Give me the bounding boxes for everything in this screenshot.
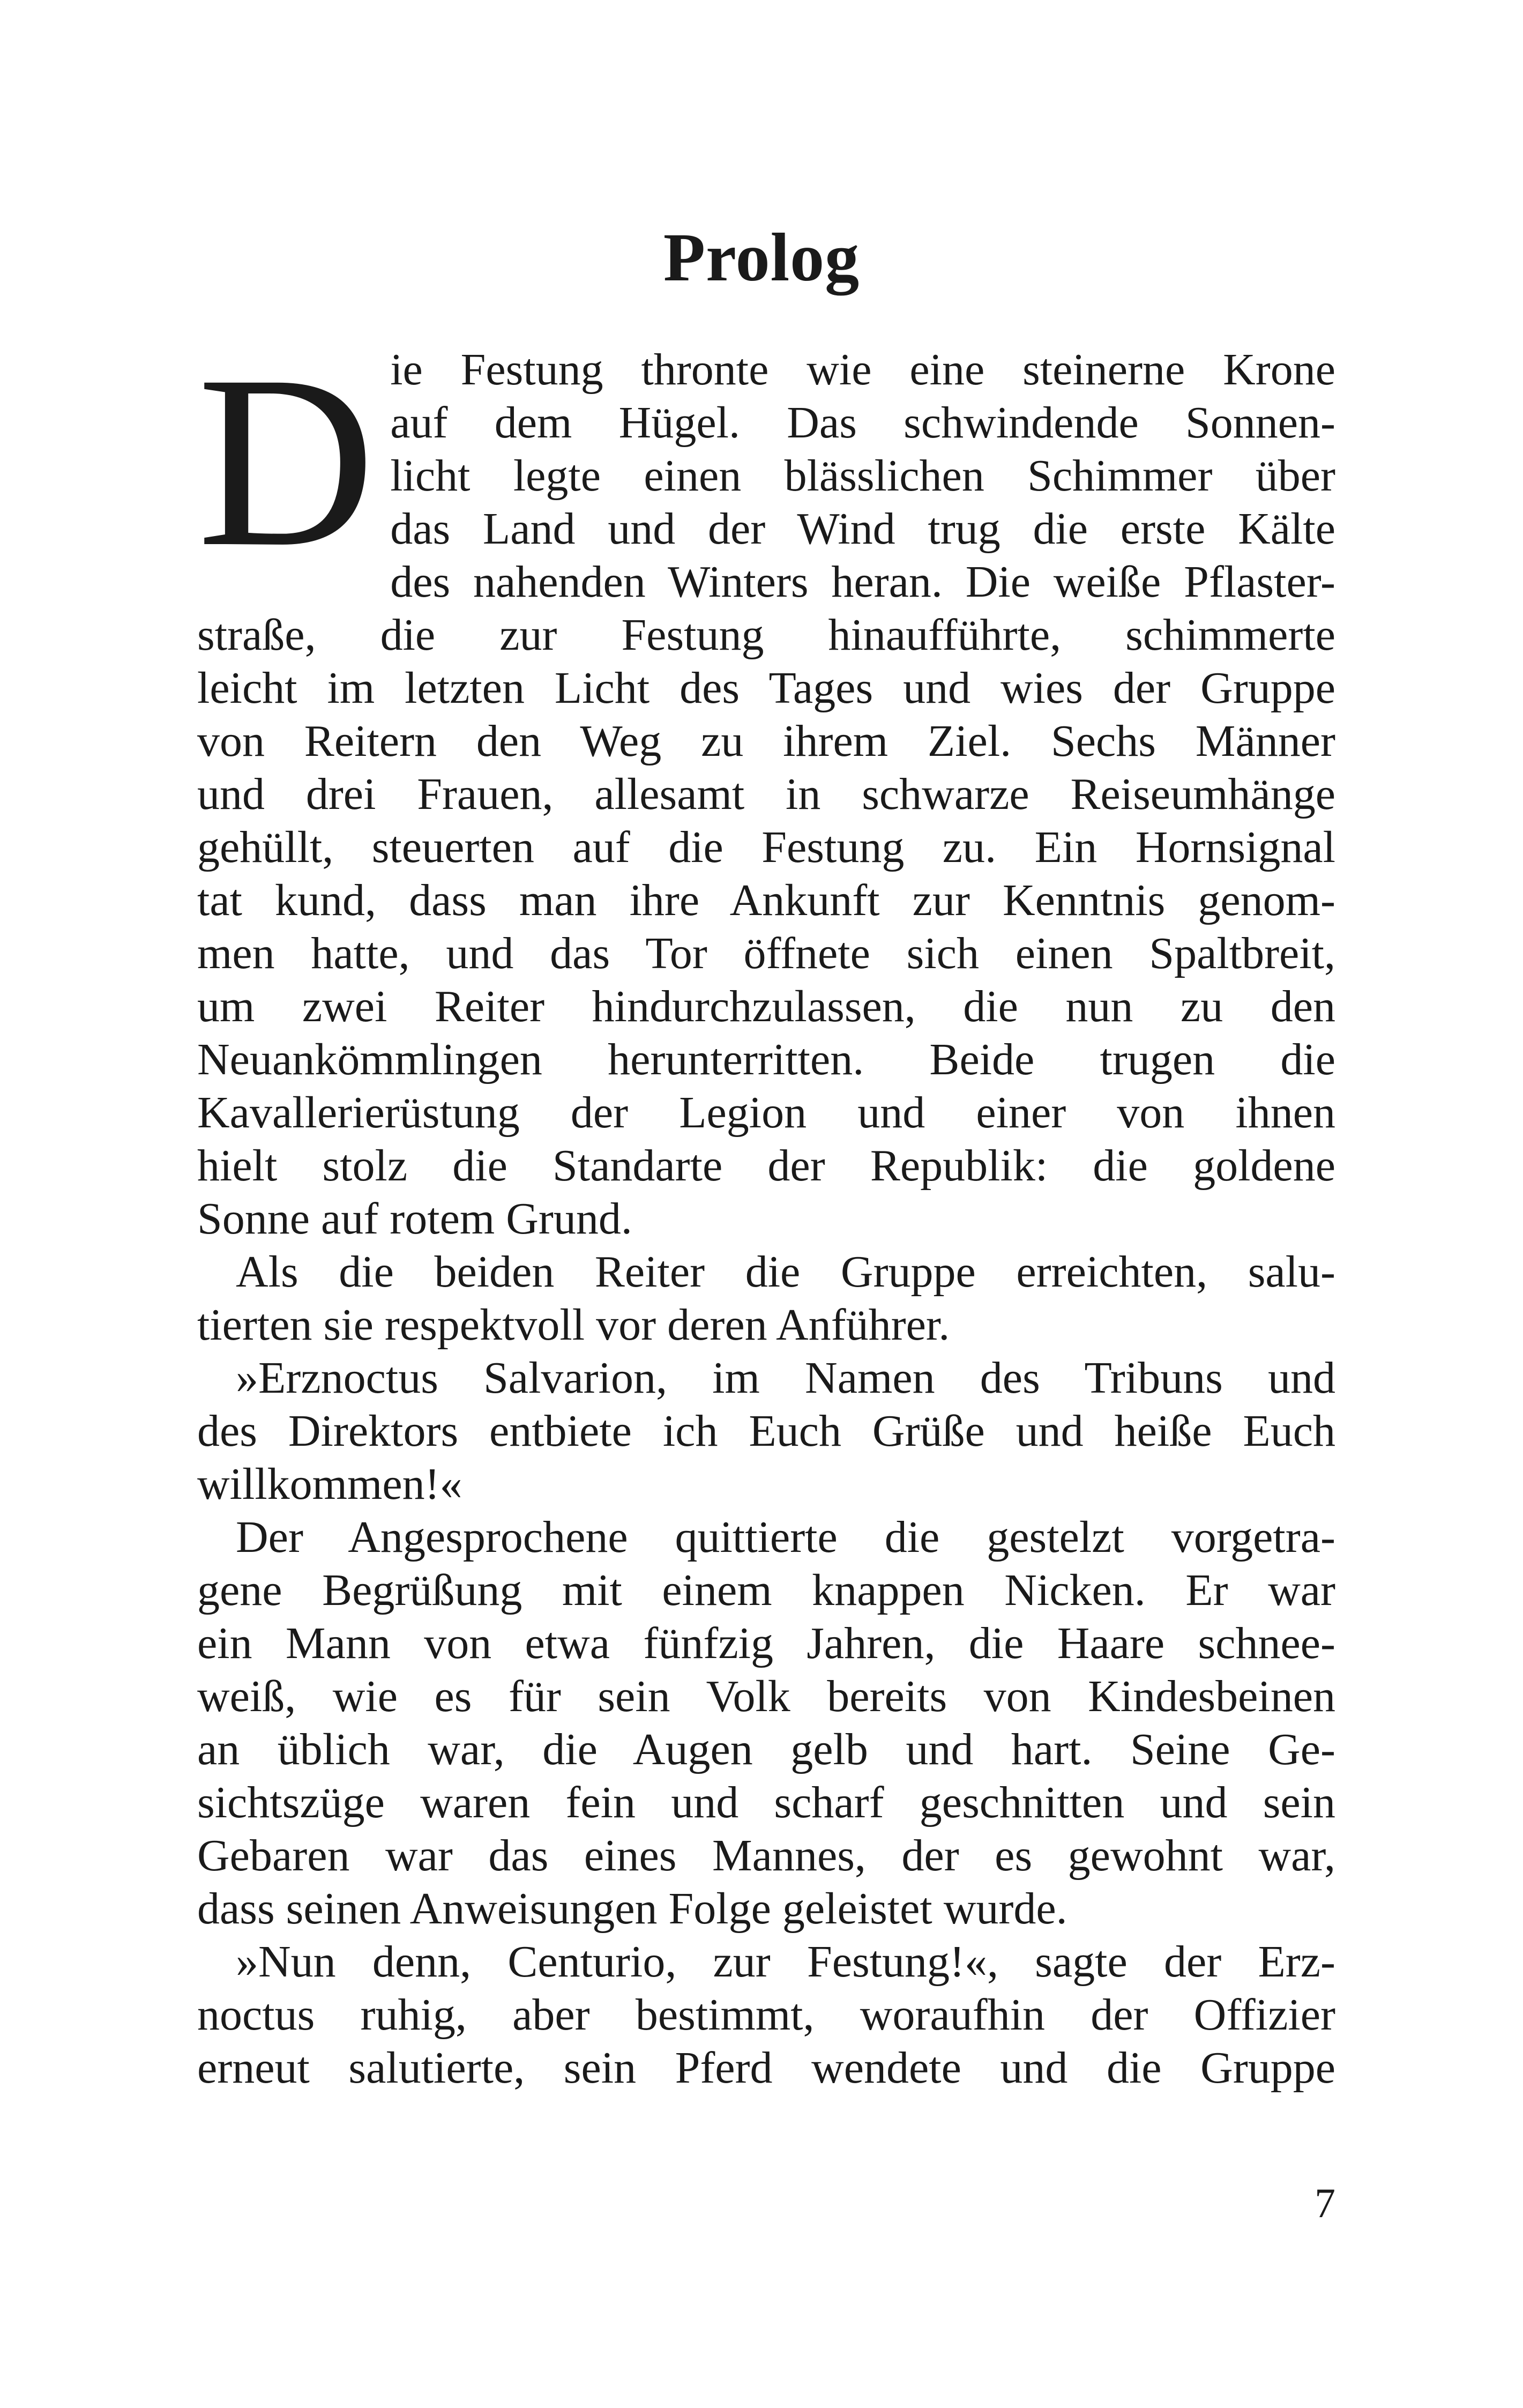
text-line: »Erznoctus Salvarion, im Namen des Tribuns und	[236, 1353, 1335, 1403]
text-line: dass seinen Anweisungen Folge geleistet wurde.	[197, 1884, 1067, 1934]
text-line: Gebaren war das eines Mannes, der es gewohnt war,	[197, 1831, 1335, 1881]
text-line: men hatte, und das Tor öffnete sich einen Spaltbreit,	[197, 928, 1335, 978]
text-line: ie Festung thronte wie eine steinerne Krone	[390, 345, 1335, 395]
text-line: weiß, wie es für sein Volk bereits von Kindesbeinen	[197, 1671, 1335, 1721]
text-line: Kavallerierüstung der Legion und einer von ihnen	[197, 1088, 1335, 1138]
text-line: Sonne auf rotem Grund.	[197, 1194, 632, 1244]
text-line: tierten sie respektvoll vor deren Anführer.	[197, 1300, 950, 1350]
text-line: erneut salutierte, sein Pferd wendete und die Gruppe	[197, 2043, 1335, 2093]
text-line: tat kund, dass man ihre Ankunft zur Kenntnis genom-	[197, 875, 1335, 925]
page-number: 7	[1315, 2180, 1335, 2226]
text-line: um zwei Reiter hindurchzulassen, die nun zu den	[197, 982, 1335, 1031]
text-line: Neuankömmlingen herunterritten. Beide trugen die	[197, 1035, 1335, 1084]
text-line: leicht im letzten Licht des Tages und wies der Gruppe	[197, 663, 1335, 713]
text-line: straße, die zur Festung hinaufführte, schimmerte	[197, 610, 1335, 660]
text-line: Als die beiden Reiter die Gruppe erreichten, salu-	[236, 1247, 1335, 1297]
text-line: des Direktors entbiete ich Euch Grüße und heiße Euch	[197, 1406, 1335, 1456]
text-line: an üblich war, die Augen gelb und hart. Seine Ge-	[197, 1725, 1335, 1774]
text-line: des nahenden Winters heran. Die weiße Pflaster-	[390, 557, 1335, 607]
text-line: noctus ruhig, aber bestimmt, woraufhin der Offizier	[197, 1990, 1335, 2040]
text-line: das Land und der Wind trug die erste Kälte	[390, 504, 1335, 554]
text-line: willkommen!«	[197, 1459, 462, 1509]
chapter-title: Prolog	[663, 219, 860, 295]
body-text	[197, 324, 1335, 2094]
text-line: auf dem Hügel. Das schwindende Sonnen-	[390, 398, 1335, 448]
drop-cap: D	[197, 324, 376, 598]
text-line: und drei Frauen, allesamt in schwarze Reiseumhänge	[197, 769, 1335, 819]
text-line: sichtszüge waren fein und scharf geschnitten und sein	[197, 1778, 1335, 1827]
text-line: gene Begrüßung mit einem knappen Nicken. Er war	[197, 1565, 1335, 1615]
text-line: gehüllt, steuerten auf die Festung zu. Ein Hornsignal	[197, 822, 1335, 872]
text-lines	[197, 324, 1335, 2094]
text-line: hielt stolz die Standarte der Republik: die goldene	[197, 1141, 1335, 1191]
text-line: licht legte einen blässlichen Schimmer über	[390, 451, 1335, 501]
text-line: Der Angesprochene quittierte die gestelzt vorgetra-	[236, 1512, 1335, 1562]
text-line: »Nun denn, Centurio, zur Festung!«, sagte der Erz-	[236, 1937, 1335, 1987]
text-line: von Reitern den Weg zu ihrem Ziel. Sechs Männer	[197, 716, 1335, 766]
text-line: ein Mann von etwa fünfzig Jahren, die Haare schnee-	[197, 1618, 1335, 1668]
